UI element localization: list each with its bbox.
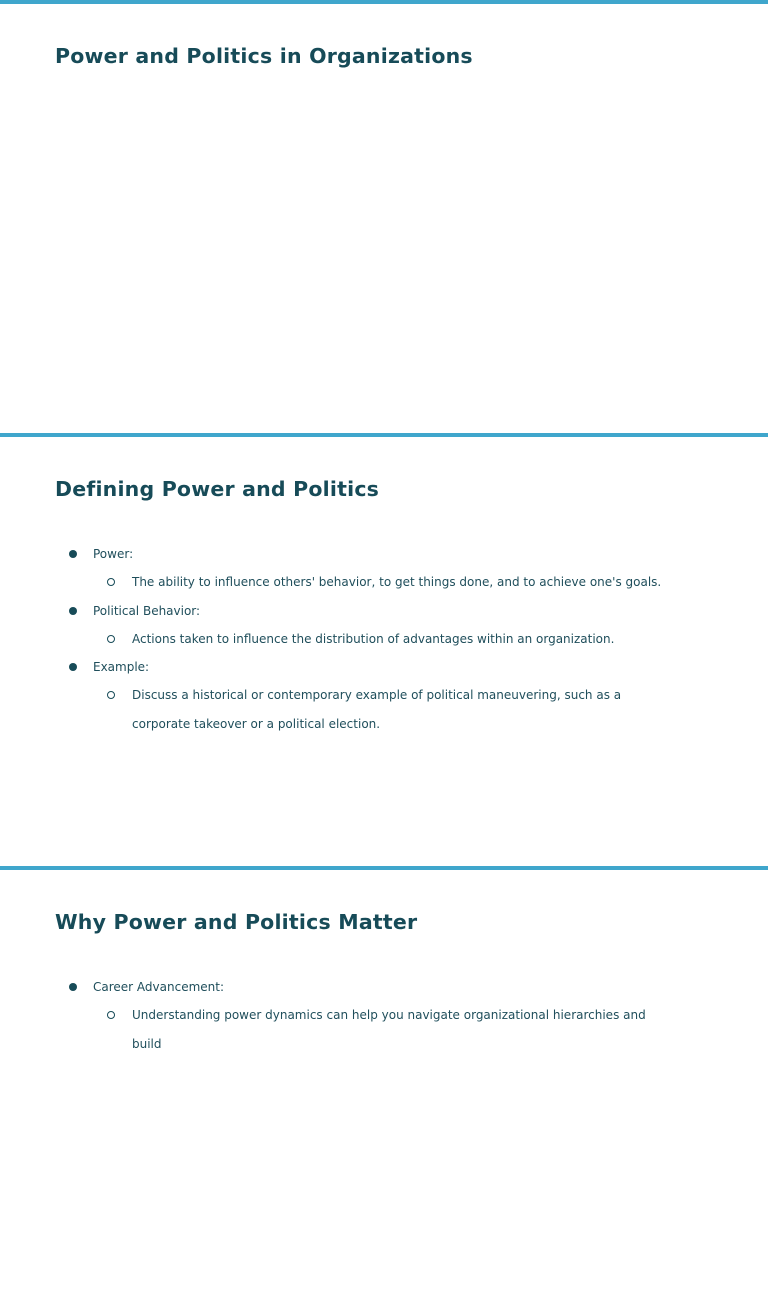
slide-2-title: Defining Power and Politics xyxy=(55,477,380,501)
bullet-label: Political Behavior: xyxy=(93,603,201,618)
slide-2-bullet-list xyxy=(0,540,768,738)
sub-bullet-text: Understanding power dynamics can help you navigate organizational hierarchies and build xyxy=(132,1008,646,1051)
slide-1 xyxy=(0,0,768,433)
slide-3-title: Why Power and Politics Matter xyxy=(55,910,418,934)
sub-bullet-circle-icon xyxy=(107,578,115,586)
sub-bullet-circle-icon xyxy=(107,635,115,643)
slide-1-title: Power and Politics in Organizations xyxy=(55,44,473,68)
bullet-dot-icon xyxy=(69,550,77,558)
sub-bullet-list xyxy=(93,681,768,738)
bullet-label: Career Advancement: xyxy=(93,980,224,994)
sub-bullet-text: The ability to influence others' behavior, to get things done, and to achieve one's goals. xyxy=(132,575,662,590)
slide-2 xyxy=(0,433,768,866)
bullet-dot-icon xyxy=(69,607,77,615)
sub-bullet-list xyxy=(93,1001,768,1058)
sub-bullet-circle-icon xyxy=(107,1011,115,1019)
sub-bullet-text: Discuss a historical or contemporary example of political maneuvering, such as a corporate takeover or a political election. xyxy=(132,688,622,731)
slide-3 xyxy=(0,866,768,1299)
sub-bullet-circle-icon xyxy=(107,691,115,699)
bullet-label: Power: xyxy=(93,547,134,561)
sub-bullet-list xyxy=(93,625,768,653)
sub-bullet xyxy=(0,681,768,738)
sub-bullet-text: Actions taken to influence the distribution of advantages within an organization. xyxy=(132,631,615,646)
bullet-example xyxy=(0,653,768,738)
sub-bullet xyxy=(0,568,768,596)
sub-bullet xyxy=(0,1001,768,1058)
bullet-political-behavior xyxy=(0,597,768,654)
bullet-power xyxy=(0,540,768,597)
sub-bullet xyxy=(0,625,768,653)
sub-bullet-list xyxy=(93,568,768,596)
bullet-label: Example: xyxy=(93,660,150,675)
bullet-career-advancement xyxy=(0,973,768,1058)
bullet-dot-icon xyxy=(69,983,77,991)
bullet-dot-icon xyxy=(69,663,77,671)
slide-3-bullet-list xyxy=(0,973,768,1058)
